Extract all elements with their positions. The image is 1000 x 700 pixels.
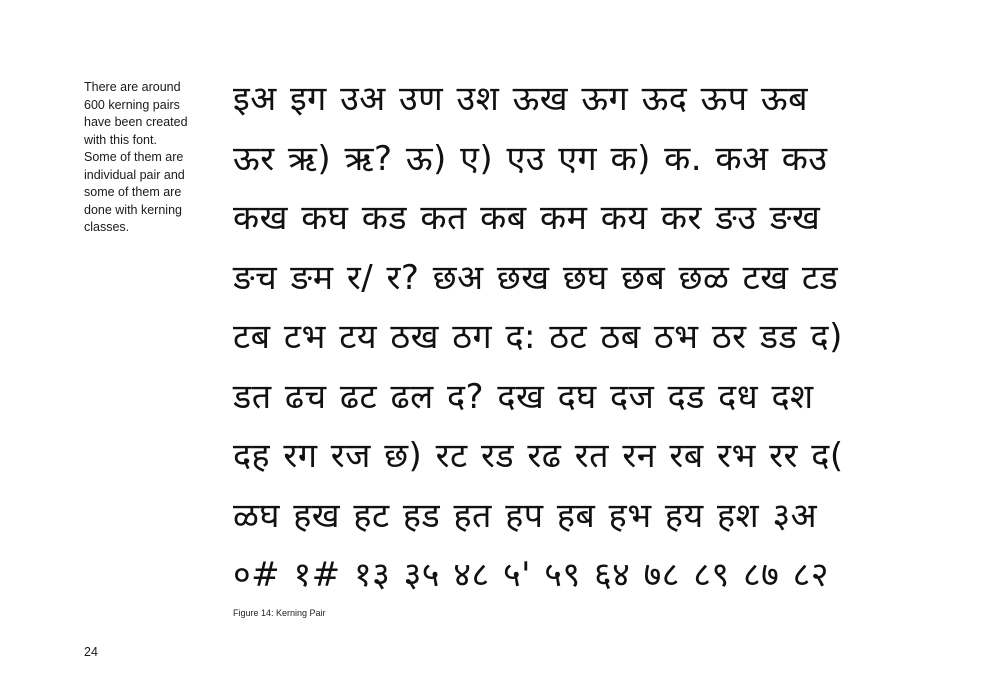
specimen-row: कख कघ कड कत कब कम कय कर ङउ ङख [233,198,821,238]
side-note-line: with this font. [84,132,157,147]
side-note-line: have been created [84,115,188,129]
kerning-specimen [233,70,973,606]
specimen-row: दह रग रज छ) रट रड रढ रत रन रब रभ रर द( [233,436,844,476]
specimen-row: ङच ङम र/ र? छअ छख छघ छब छळ टख टड [233,257,839,298]
side-note-line: 600 kerning pairs [84,97,180,112]
specimen-row: ळघ हख हट हड हत हप हब हभ हय हश ३अ [233,495,818,536]
side-note-line: classes. [84,220,130,234]
side-note-line: There are around [84,80,181,94]
figure-caption: Figure 14: Kerning Pair [233,608,326,618]
specimen-row: इअ इग उअ उण उश ऊख ऊग ऊद ऊप ऊब [233,79,809,119]
side-note [84,79,214,237]
page-number: 24 [84,645,98,659]
side-note-line: done with kerning [84,202,182,217]
specimen-row: डत ढच ढट ढल द? दख दघ दज दड दध दश [233,376,814,417]
side-note-line: some of them are [84,185,182,199]
side-note-line: individual pair and [84,167,185,182]
side-note-line: Some of them are [84,150,184,164]
specimen-row: ०# १# १३ ३५ ४८ ५' ५९ ६४ ७८ ८९ ८७ ८२ [233,555,829,595]
specimen-row: टब टभ टय ठख ठग द: ठट ठब ठभ ठर डड द) [233,317,843,357]
specimen-row: ऊर ऋ) ऋ? ऊ) ए) एउ एग क) क. कअ कउ [233,138,828,179]
